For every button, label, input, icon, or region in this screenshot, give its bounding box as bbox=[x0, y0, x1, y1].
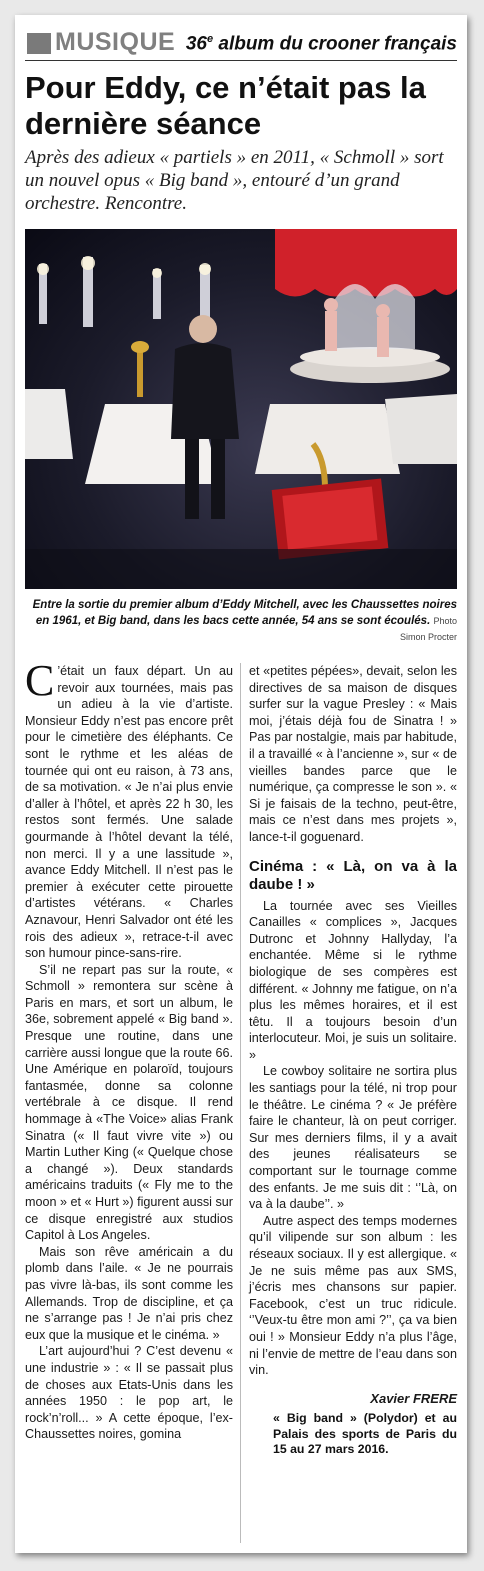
newspaper-clipping bbox=[15, 15, 467, 1553]
article-body bbox=[25, 656, 457, 1543]
kicker-ordinal: e bbox=[206, 33, 214, 45]
subheading: Cinéma : « Là, on va à la daube ! » bbox=[249, 857, 457, 893]
paragraph-6: La tournée avec ses Vieilles Canailles « complices », Jacques Dutronc et Johnny Hallyday, l’a enchantée. Même si le rythme biologique de ses compères est différent. « Johnny me fatigue, on n’a plus les mêmes horaires, et il est têtu. Il a toujours besoin d’un interlocuteur. Moi, je suis un solitaire. » bbox=[249, 898, 457, 1062]
album-info: « Big band » (Polydor) et au Palais des sports de Paris du 15 au 27 mars 2016. bbox=[273, 1411, 457, 1457]
column-right bbox=[249, 663, 457, 1458]
paragraph-5: et «petites pépées», devait, selon les directives de sa maison de disques surfer sur la vague Presley : « Mais moi, j’étais déjà fou de Sinatra ! » Pas par nostalgie, mais par habitude, il a travaillé « à l’ancienne », sur « de vieilles bandes parce que le numérique, ça compresse le son ». « Si je faisais de la techno, peut-être, mais ce n’est dans mes projets », lance-t-il goguenard. bbox=[249, 664, 457, 844]
drop-cap: C bbox=[25, 656, 55, 705]
stage-photo-illustration bbox=[25, 229, 457, 589]
photo-caption bbox=[25, 597, 457, 645]
paragraph-2: S’il ne repart pas sur la route, « Schmoll » remontera sur scène à Paris en mars, et sort un album, le 36e, sobrement appelé « Big band ». Presque une routine, dans une carrière aussi longue que la route 66. Une Amérique en polaroïd, toujours fantasmée, donne sa colonne vertébrale à ce disque. Il rend hommage à «The Voice» alias Frank Sinatra (« Il faut vivre vite ») ou Martin Luther King (« Quelque chose a changé »). Deux standards américains traduits (« Fly me to the moon » et « Hurt ») figurent aussi sur ce disque enregistré aux studios Capitol à Los Angeles. bbox=[25, 962, 233, 1243]
paragraph-1-text: ’était un faux départ. Un au revoir aux tournées, mais pas un adieu à la vie d’artiste. Monsieur Eddy n’est pas encore prêt pour le cimetière des éléphants. Ce sont le rythme et les aléas de tournée qui ont eu raison, à 73 ans, de sa motivation. « Je n’ai plus envie d’aller à l’hôtel, et après 22 h 30, les restos sont fermés. Une salade gourmande à l’hôtel devant la télé, non merci. Il y a une lassitude », avance Eddy Mitchell. Il n’est pas le premier à exécuter cette pirouette d’artistes vétérans. « Charles Aznavour, Henri Salvador ont été les rois des adieux », retrace-t-il avec son humour pince-sans-rire. bbox=[25, 664, 233, 961]
photo-credit: Photo Simon Procter bbox=[399, 616, 457, 642]
paragraph-8: Autre aspect des temps modernes qu’il vilipende sur son album : les réseaux sociaux. Il y est allergique. « Je ne suis même pas aux SMS, j’écris mes chansons sur papier. Facebook, c’est un truc ridicule. ‘’Veux-tu être mon ami ?’’, ça va bien oui ! » Monsieur Eddy n’a plus l’âge, ni l’envie de mettre de l’eau dans son vin. bbox=[249, 1213, 457, 1378]
paragraph-3: Mais son rêve américain a du plomb dans l’aile. « Je ne pourrais pas vivre là-bas, ils sont comme les Allemands. Trop de discipline, et ça ne s’arrange pas ! Je n’ai pris chez eux que la musique et le cinéma. » bbox=[25, 1244, 233, 1342]
standfirst: Après des adieux « partiels » en 2011, « Schmoll » sort un nouvel opus « Big band », entouré d’un grand orchestre. Rencontre. bbox=[25, 147, 444, 214]
article bbox=[25, 30, 457, 1543]
headline: Pour Eddy, ce n’était pas la dernière séance bbox=[25, 70, 426, 141]
column-left bbox=[25, 656, 233, 1443]
article-photo bbox=[25, 229, 457, 589]
section-rubric: MUSIQUE bbox=[55, 28, 176, 56]
kicker-number: 36 bbox=[185, 33, 207, 55]
kicker-text: album du crooner français bbox=[213, 33, 457, 55]
caption-text: Entre la sortie du premier album d’Eddy Mitchell, avec les Chaussettes noires en 1961, et Big band, dans les bacs cette année, 54 ans se sont écoulés. bbox=[32, 599, 457, 627]
author-signature: Xavier FRERE bbox=[370, 1390, 457, 1406]
kicker bbox=[186, 33, 457, 55]
paragraph-4: L’art aujourd’hui ? C’est devenu « une industrie » : « Il se passait plus de choses aux Etats-Unis dans les années 1950 : le pop art, le rock’n’roll... » A cette époque, l’ex-Chaussettes noires, gomina bbox=[25, 1344, 233, 1442]
section-header bbox=[25, 30, 457, 61]
column-divider bbox=[240, 663, 241, 1543]
paragraph-1 bbox=[25, 656, 233, 962]
paragraph-7: Le cowboy solitaire ne sortira plus les santiags pour la télé, ni trop pour le théâtre. Le cinéma ? « Je préfère faire le chanteur, là on peut corriger. Sur mes derniers films, il y a avait des jeunes réalisateurs se comportant sur le tournage comme des enfants. Je me suis dit : ‘’Là, on va à la daube’’. » bbox=[249, 1064, 457, 1212]
rubric-marker bbox=[27, 33, 51, 54]
